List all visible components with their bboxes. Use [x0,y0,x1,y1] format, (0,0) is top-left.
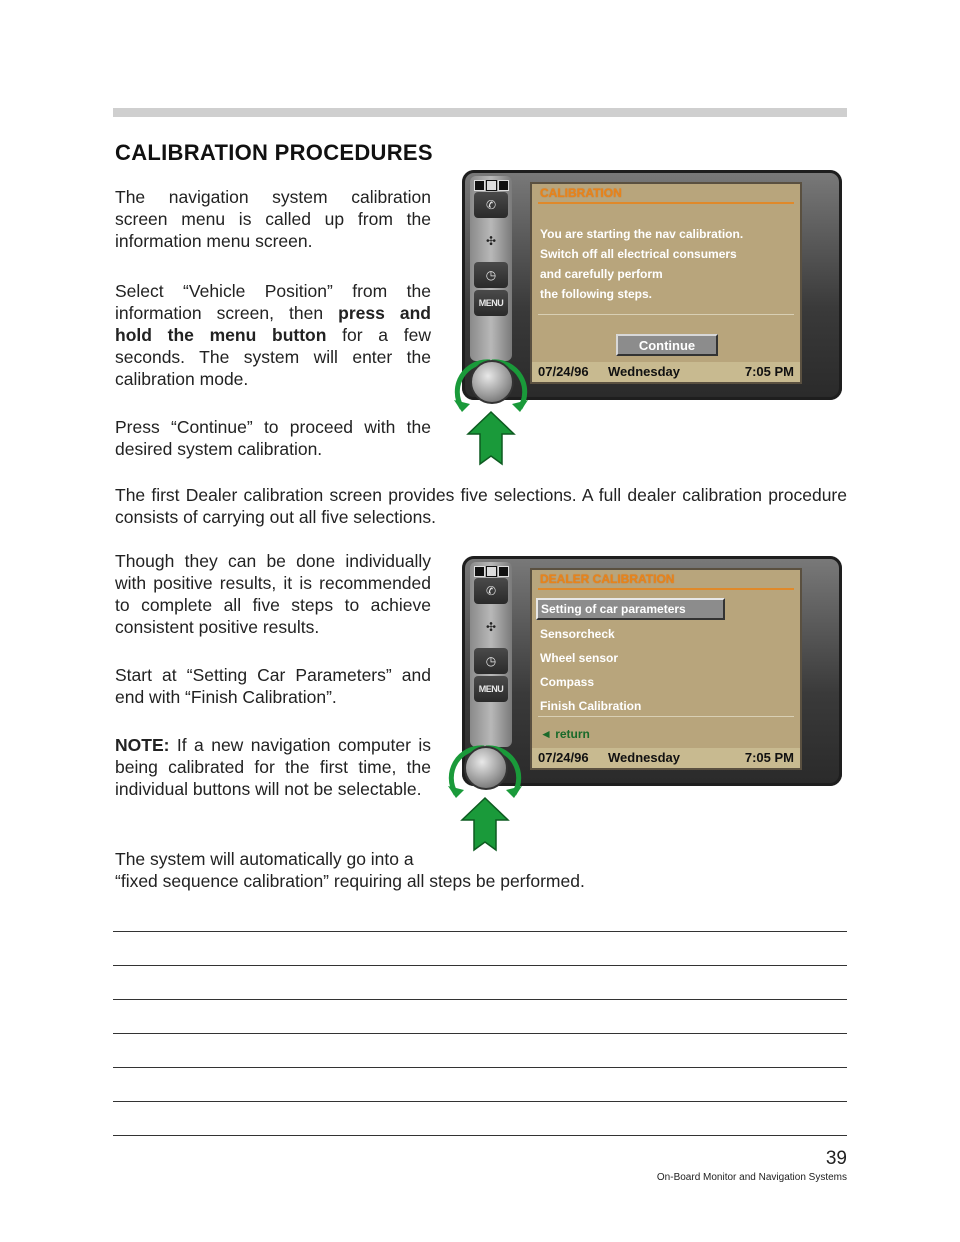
paragraph-select [115,280,431,390]
note-line [113,1033,847,1034]
note-text: If a new navigation computer is being calibrated for the first time, the individual buttons will not be selectable. [115,735,431,799]
monitor-bezel [470,176,512,361]
page-footer: On-Board Monitor and Navigation Systems [656,1172,847,1183]
date-label: 07/24/96 [538,364,589,379]
phone-button[interactable] [474,578,508,604]
paragraph-continue: Press “Continue” to proceed with the desired system calibration. [115,417,431,459]
arrowhead [506,786,522,798]
p2-text-a: Select “Vehicle Position” from the information screen, then [115,281,431,323]
fan-icon: ✣ [485,620,497,634]
menu-button[interactable]: MENU [474,290,508,316]
note-line [113,1135,847,1136]
p2-bold: press and hold the menu button [115,303,431,345]
dealer-calibration-screen [530,568,802,770]
indicator-square [498,180,509,191]
phone-icon: ✆ [485,198,497,212]
screen-title-rule [538,202,794,204]
date-label: 07/24/96 [538,750,589,765]
calibration-screen [530,182,802,384]
menu-item-compass[interactable]: Compass [540,675,595,689]
menu-item-wheel-sensor[interactable]: Wheel sensor [540,651,619,665]
time-label: 7:05 PM [744,750,794,765]
time-label: 7:05 PM [744,364,794,379]
clock-icon: ◷ [485,268,497,282]
clock-icon: ◷ [485,654,497,668]
screen-title: CALIBRATION [540,186,622,200]
paragraph-individually: Though they can be done individually with positive results, it is recommended to complete all five steps to achieve consistent positive results. [115,551,431,637]
note-label: NOTE: [115,735,170,755]
menu-item-setting-car-parameters[interactable]: Setting of car parameters [536,598,725,620]
indicator-square [498,566,509,577]
menu-button[interactable]: MENU [474,676,508,702]
fan-icon: ✣ [485,234,497,248]
note-line [113,1067,847,1068]
paragraph-five-selections: The first Dealer calibration screen provides five selections. A full dealer calibration procedure consists of carrying out all five selections. [115,485,847,527]
dealer-menu [540,622,641,718]
paragraph-note [115,734,431,800]
note-line [113,999,847,1000]
return-button[interactable]: ◄ return [540,727,590,741]
header-rule [113,108,847,117]
indicator-square [486,566,497,577]
press-arrow-icon [468,412,514,464]
continue-button[interactable]: Continue [616,334,718,356]
rotary-knob[interactable] [470,360,514,404]
phone-button[interactable] [474,192,508,218]
note-line [113,1101,847,1102]
day-label: Wednesday [608,364,681,379]
fan-button[interactable] [474,614,508,640]
note-line [113,965,847,966]
arrowhead [454,400,470,412]
indicator-square [486,180,497,191]
paragraph-start-end: Start at “Setting Car Parameters” and end with “Finish Calibration”. [115,665,431,707]
fan-button[interactable] [474,228,508,254]
message-line: the following steps. [540,287,653,301]
page-number: 39 [825,1148,847,1169]
clock-button[interactable] [474,262,508,288]
monitor-bezel [470,562,512,747]
screen-title-rule [538,588,794,590]
arrowhead [512,400,528,412]
p2-text-b: for a few seconds. The system will enter the calibration mode. [115,325,431,389]
page-title: CALIBRATION PROCEDURES [115,140,433,165]
message-line: Switch off all electrical consumers [540,247,737,261]
screen-title: DEALER CALIBRATION [540,572,675,586]
message-line: You are starting the nav calibration. [540,227,744,241]
message-line: and carefully perform [540,267,663,281]
p7-text-a: The system will automatically go into a [115,849,414,869]
note-line [113,931,847,932]
calibration-message [540,224,743,304]
rotary-knob[interactable] [464,746,508,790]
menu-item-sensorcheck[interactable]: Sensorcheck [540,627,615,641]
status-bar [532,748,800,768]
p7-text-b: “fixed sequence calibration” requiring all steps be performed. [115,871,585,891]
press-arrow-icon [462,798,508,850]
menu-item-finish-calibration[interactable]: Finish Calibration [540,699,642,713]
screen-divider [538,314,794,315]
clock-button[interactable] [474,648,508,674]
indicator-square [474,566,485,577]
arrowhead [448,786,464,798]
indicator-square [474,180,485,191]
screen-divider [538,716,794,717]
paragraph-intro: The navigation system calibration screen menu is called up from the information menu screen. [115,187,431,251]
phone-icon: ✆ [485,584,497,598]
day-label: Wednesday [608,750,681,765]
status-bar [532,362,800,382]
